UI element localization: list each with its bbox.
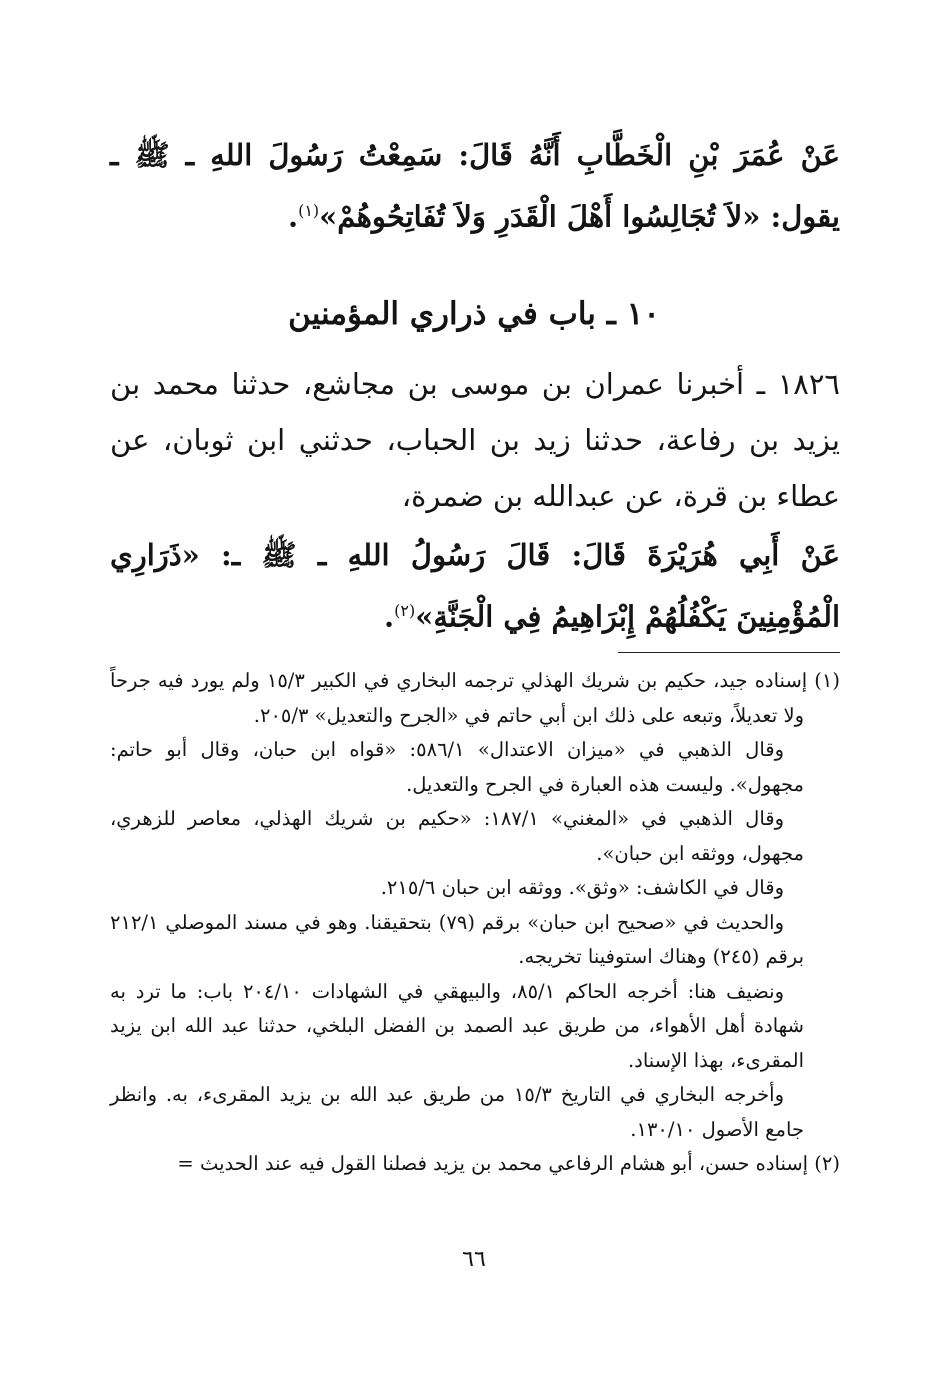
hadith-abu-hurayra-body: عَنْ أَبِي هُرَيْرَةَ قَالَ: قَالَ رَسُولُ اللهِ ـ ﷺ ـ: «ذَرَارِي الْمُؤْمِنِينَ يَكْفُلُهُمْ إِبْرَاهِيمُ فِي الْجَنَّةِ» xyxy=(110,538,840,634)
hadith-text-umar xyxy=(110,128,840,245)
footnote-1-paragraph-3: وقال الذهبي في «المغني» ١٨٧/١: «حكيم بن شريك الهذلي، معاصر للزهري، مجهول، ووثقه ابن حبان». xyxy=(110,807,804,865)
chapter-heading: ١٠ ـ باب في ذراري المؤمنين xyxy=(288,296,660,332)
page-number: ٦٦ xyxy=(462,1247,486,1272)
isnad-chain: ١٨٢٦ ـ أخبرنا عمران بن موسى بن مجاشع، حدثنا محمد بن يزيد بن رفاعة، حدثنا زيد بن الحباب، حدثني ابن ثوبان، عن عطاء بن قرة، عن عبدالله بن ضمرة، xyxy=(110,367,840,513)
footnote-1-paragraph-4: وقال في الكاشف: «وثق». ووثقه ابن حبان ٢١٥/٦. xyxy=(380,876,784,899)
hadith-umar-end: . xyxy=(287,199,299,234)
footnote-ref-1[interactable]: (١) xyxy=(298,201,320,220)
footnote-1-paragraph-2: وقال الذهبي في «ميزان الاعتدال» ٥٨٦/١: «قواه ابن حبان، وقال أبو حاتم: مجهول». وليست هذه العبارة في الجرح والتعديل. xyxy=(110,738,804,796)
hadith-text-abu-hurayra xyxy=(110,528,840,645)
footnote-1-paragraph-5: والحديث في «صحيح ابن حبان» برقم (٧٩) بتحقيقنا. وهو في مسند الموصلي ٢١٢/١ برقم (٢٤٥) وهناك استوفينا تخريجه. xyxy=(110,910,804,968)
footnotes-section xyxy=(110,664,840,1182)
footnote-2: (٢) إسناده حسن، أبو هشام الرفاعي محمد بن يزيد فصلنا القول فيه عند الحديث = xyxy=(177,1152,840,1175)
hadith-umar-body: عَنْ عُمَرَ بْنِ الْخَطَّابِ أَنَّهُ قَالَ: سَمِعْتُ رَسُولَ اللهِ ـ ﷺ ـ يقول: «لاَ تُجَالِسُوا أَهْلَ الْقَدَرِ وَلاَ تُفَاتِحُوهُمْ» xyxy=(110,138,840,234)
footnote-divider xyxy=(618,652,840,653)
footnote-1-paragraph-7: وأخرجه البخاري في التاريخ ١٥/٣ من طريق عبد الله بن يزيد المقرىء، به. وانظر جامع الأصول ١٣٠/١٠. xyxy=(110,1083,804,1141)
footnote-1: (١) إسناده جيد، حكيم بن شريك الهذلي ترجمه البخاري في الكبير ١٥/٣ ولم يورد فيه جرحاً ولا تعديلاً، وتبعه على ذلك ابن أبي حاتم في «الجرح والتعديل» ٢٠٥/٣. xyxy=(110,669,841,727)
footnote-1-paragraph-6: ونضيف هنا: أخرجه الحاكم ٨٥/١، والبيهقي في الشهادات ٢٠٤/١٠ باب: ما ترد به شهادة أهل الأهواء، من طريق عبد الصمد بن الفضل البلخي، حدثنا عبد الله ابن يزيد المقرىء، بهذا الإسناد. xyxy=(110,979,804,1072)
footnote-ref-2[interactable]: (٢) xyxy=(394,601,416,620)
hadith-abu-hurayra-end: . xyxy=(384,599,395,634)
